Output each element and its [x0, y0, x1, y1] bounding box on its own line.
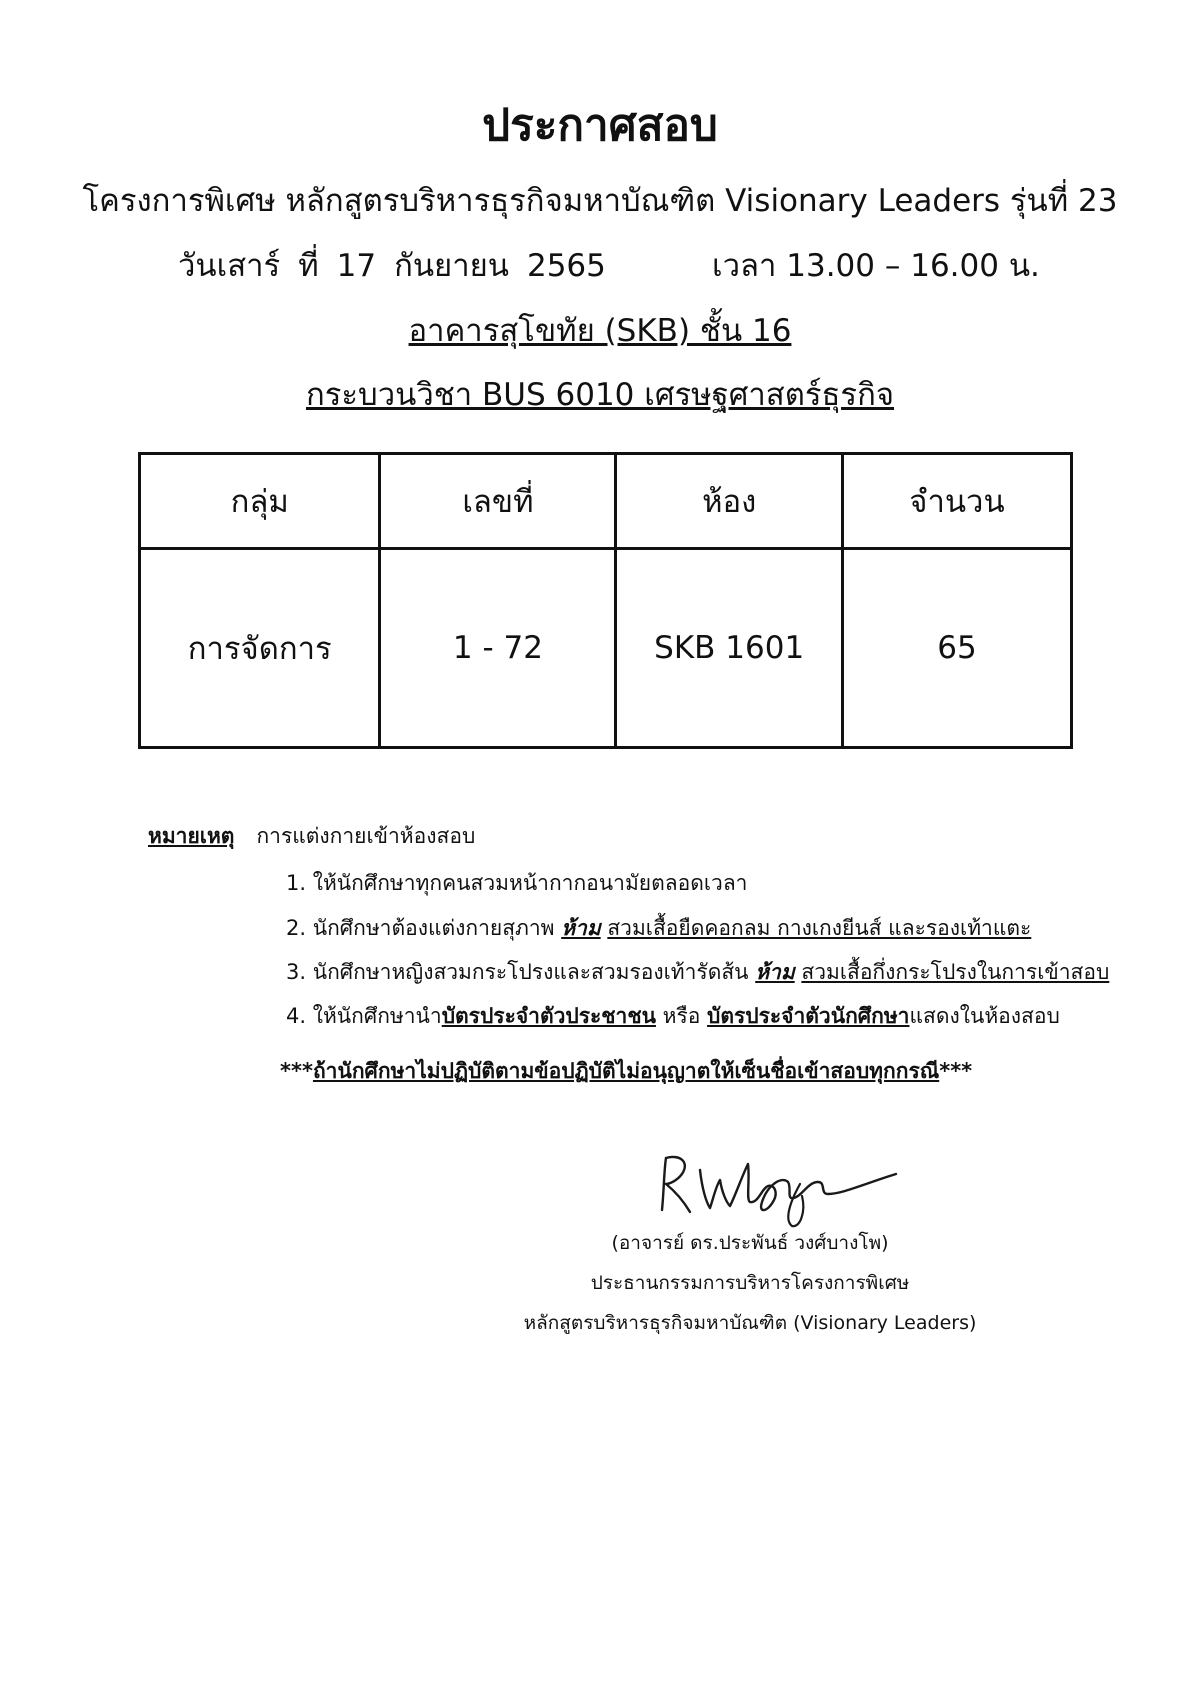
rule-3	[286, 956, 1109, 988]
rule-1: 1. ให้นักศึกษาทุกคนสวมหน้ากากอนามัยตลอดเวลา	[286, 871, 748, 895]
cell-seat-number: 1 - 72	[380, 549, 616, 748]
rule-2	[286, 912, 1031, 944]
exam-month: กันยายน	[394, 248, 509, 284]
notes-heading	[148, 820, 475, 852]
rule-3-prefix: 3. นักศึกษาหญิงสวมกระโปรงและสวมรองเท้ารัดส้น	[286, 960, 749, 984]
cell-count: 65	[842, 549, 1071, 748]
exam-date	[178, 243, 624, 289]
exam-year: 2565	[526, 248, 606, 284]
warning-note	[280, 1055, 972, 1087]
exam-room-table	[138, 452, 1073, 749]
rule-4-prefix: 4. ให้นักศึกษานำ	[286, 1004, 442, 1028]
table-header-row	[140, 454, 1072, 549]
header-group: กลุ่ม	[140, 454, 380, 549]
exam-course: กระบวนวิชา BUS 6010 เศรษฐศาสตร์ธุรกิจ	[305, 377, 895, 413]
rule-4-suffix: แสดงในห้องสอบ	[909, 1004, 1060, 1028]
notes-title: การแต่งกายเข้าห้องสอบ	[256, 824, 476, 848]
exam-day: วันเสาร์	[178, 248, 281, 284]
rule-4-student-card: บัตรประจำตัวนักศึกษา	[707, 1004, 910, 1028]
signatory-name: (อาจารย์ ดร.ประพันธ์ วงศ์บางโพ)	[611, 1232, 889, 1254]
header-count: จำนวน	[842, 454, 1071, 549]
cell-room: SKB 1601	[616, 549, 842, 748]
exam-date-label: ที่	[298, 248, 319, 284]
rule-2-forbid: ห้าม	[561, 916, 601, 940]
warning-stars-close: ***	[939, 1059, 973, 1083]
signature-icon	[650, 1140, 900, 1230]
table-row	[140, 549, 1072, 748]
rule-3-items: สวมเสื้อกึ่งกระโปรงในการเข้าสอบ	[801, 960, 1110, 984]
rule-2-prefix: 2. นักศึกษาต้องแต่งกายสุภาพ	[286, 916, 555, 940]
header-room: ห้อง	[616, 454, 842, 549]
rule-3-forbid: ห้าม	[755, 960, 795, 984]
rule-2-items: สวมเสื้อยืดคอกลม กางเกงยีนส์ และรองเท้าแตะ	[607, 916, 1032, 940]
program-name: โครงการพิเศษ หลักสูตรบริหารธุรกิจมหาบัณฑิต Visionary Leaders รุ่นที่ 23	[82, 183, 1118, 219]
cell-group: การจัดการ	[140, 549, 380, 748]
page-title: ประกาศสอบ	[482, 100, 718, 151]
rule-4-id-card: บัตรประจำตัวประชาชน	[441, 1004, 656, 1028]
signatory-program: หลักสูตรบริหารธุรกิจมหาบัณฑิต (Visionary Leaders)	[523, 1312, 977, 1334]
header-seat-number: เลขที่	[380, 454, 616, 549]
notes-label: หมายเหตุ	[148, 824, 235, 848]
exam-building: อาคารสุโขทัย (SKB) ชั้น 16	[408, 313, 792, 349]
exam-time: เวลา 13.00 – 16.00 น.	[712, 248, 1040, 284]
exam-date-number: 17	[336, 248, 377, 284]
rule-4	[286, 1000, 1060, 1032]
rule-4-or: หรือ	[662, 1004, 701, 1028]
warning-stars-open: ***	[280, 1059, 313, 1083]
signatory-position: ประธานกรรมการบริหารโครงการพิเศษ	[590, 1272, 910, 1294]
warning-text: ถ้านักศึกษาไม่ปฏิบัติตามข้อปฏิบัติไม่อนุญาตให้เซ็นชื่อเข้าสอบทุกกรณี	[312, 1059, 940, 1083]
